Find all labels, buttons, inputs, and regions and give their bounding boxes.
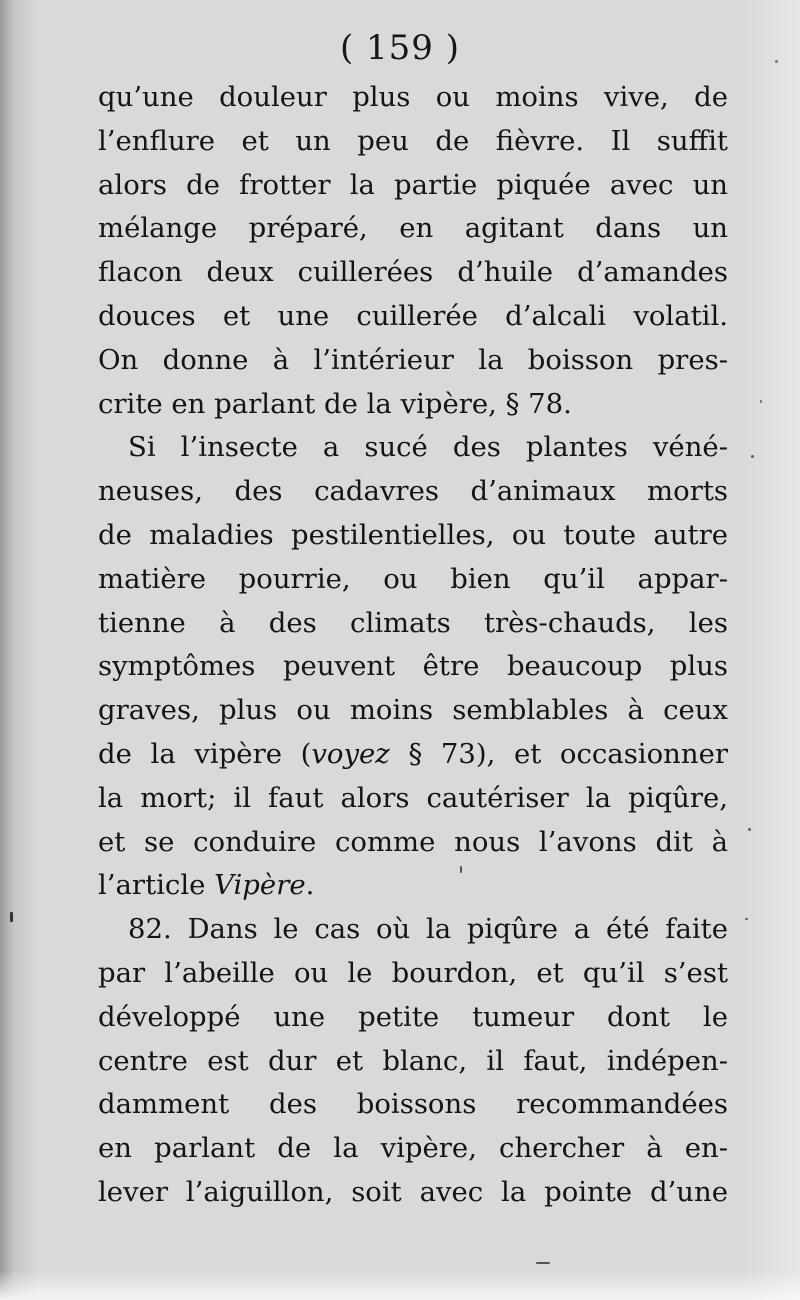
text-line: par l’abeille ou le bourdon, et qu’il s’est xyxy=(98,956,728,989)
page-number: ( 159 ) xyxy=(339,28,461,68)
text-line: en parlant de la vipère, chercher à en- xyxy=(98,1132,728,1165)
paper-speck xyxy=(748,828,751,831)
text-line: tienne à des climats très-chauds, les xyxy=(98,606,728,639)
text-line: et se conduire comme nous l’avons dit à xyxy=(98,825,728,858)
paragraph-end-line xyxy=(98,864,728,908)
text-line: l’enflure et un peu de fièvre. Il suffit xyxy=(98,124,728,157)
paper-speck xyxy=(460,866,462,873)
body-text xyxy=(98,76,728,1215)
line-text-after: § 73), et occasionner xyxy=(389,737,728,770)
paper-speck xyxy=(775,60,778,63)
line-text-after: . xyxy=(305,869,315,902)
text-line: symptômes peuvent être beaucoup plus xyxy=(98,650,728,683)
paper-speck xyxy=(745,918,748,920)
text-line: flacon deux cuillerées d’huile d’amandes xyxy=(98,256,728,289)
page-bottom-edge xyxy=(0,1270,800,1300)
text-line: la mort; il faut alors cautériser la piqûre, xyxy=(98,781,728,814)
paragraph-start-line: Si l’insecte a sucé des plantes véné- xyxy=(128,431,728,464)
line-text-before: l’article xyxy=(98,869,215,902)
paper-speck xyxy=(760,400,762,403)
italic-reference: voyez xyxy=(311,737,390,770)
text-line: développé une petite tumeur dont le xyxy=(98,1000,728,1033)
section-82-start-line: 82. Dans le cas où la piqûre a été faite xyxy=(128,913,728,946)
paper-speck xyxy=(751,455,754,458)
text-line: graves, plus ou moins semblables à ceux xyxy=(98,694,728,727)
text-line: alors de frotter la partie piquée avec un xyxy=(98,168,728,201)
paper-speck xyxy=(536,1262,550,1264)
text-line: matière pourrie, ou bien qu’il appar- xyxy=(98,562,728,595)
text-line: neuses, des cadavres d’animaux morts xyxy=(98,475,728,508)
text-line: qu’une douleur plus ou moins vive, de xyxy=(98,81,728,113)
text-line: On donne à l’intérieur la boisson pres- xyxy=(98,343,728,376)
text-line: de maladies pestilentielles, ou toute autre xyxy=(98,518,728,551)
paper-speck xyxy=(10,912,13,922)
text-line-with-italic xyxy=(98,733,728,777)
text-line: lever l’aiguillon, soit avec la pointe d’une xyxy=(98,1175,728,1208)
paragraph-end-line: crite en parlant de la vipère, § 78. xyxy=(98,387,572,420)
text-line: centre est dur et blanc, il faut, indépen- xyxy=(98,1044,728,1077)
text-line: mélange préparé, en agitant dans un xyxy=(98,212,728,245)
line-text-before: de la vipère ( xyxy=(98,737,312,770)
text-line: douces et une cuillerée d’alcali volatil. xyxy=(98,299,728,332)
text-line: damment des boissons recommandées xyxy=(98,1088,728,1121)
italic-article-name: Vipère xyxy=(214,869,306,902)
